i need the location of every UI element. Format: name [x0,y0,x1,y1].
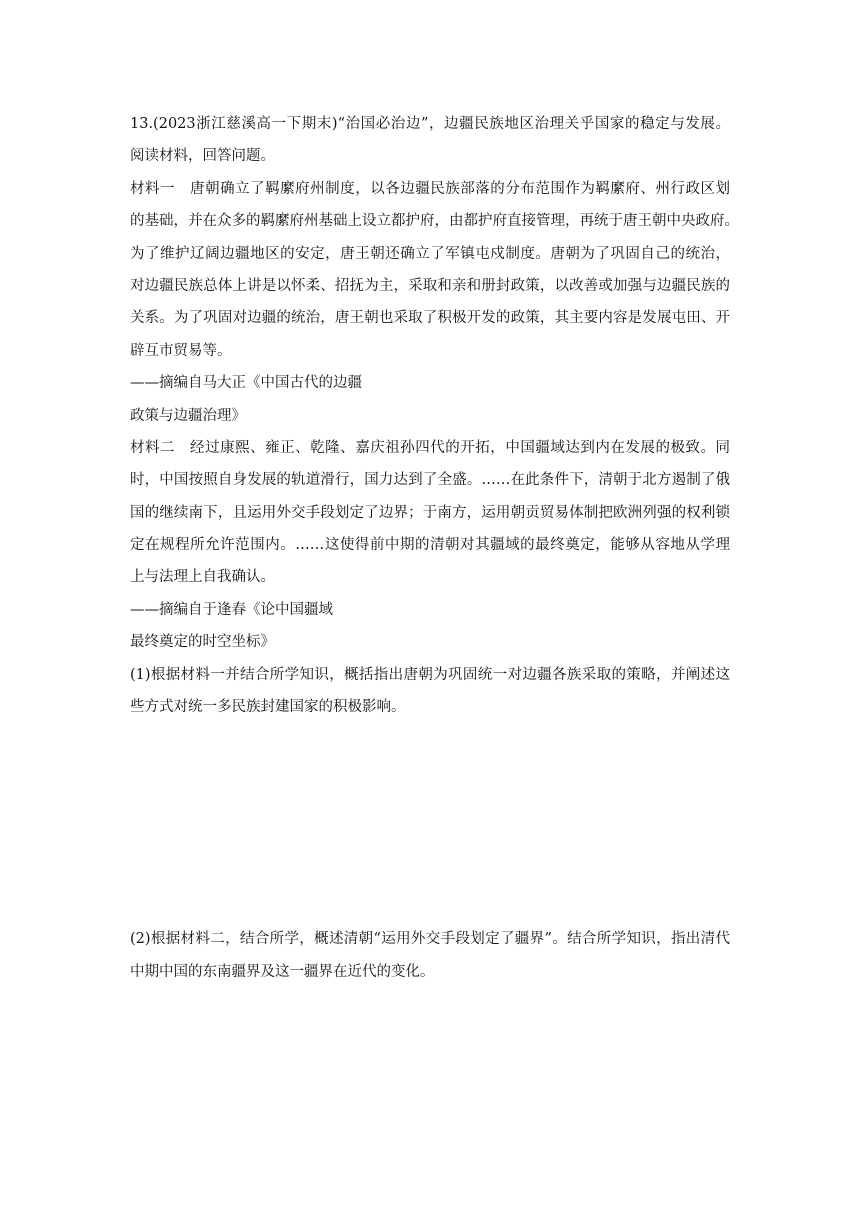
sub-question-1-line: (1)根据材料一并结合所学知识，概括指出唐朝为巩固统一对边疆各族采取的策略，并阐述这 [130,666,730,683]
material-one-line: 的基础，并在众多的羁縻府州基础上设立都护府，由都护府直接管理，再统于唐王朝中央政府。 [130,213,739,230]
material-one [130,173,739,432]
material-two-source: ——摘编自于逢春《论中国疆域 [130,601,333,618]
material-one-line: 对边疆民族总体上讲是以怀柔、招抚为主，采取和亲和册封政策，以改善或加强与边疆民族的 [130,277,730,294]
answer-space [130,723,730,923]
material-two [130,432,730,659]
document-page [130,108,739,988]
sub-question-2 [130,923,730,988]
sub-question-2-line: 中期中国的东南疆界及这一疆界在近代的变化。 [130,963,435,980]
sub-question-1 [130,659,730,724]
material-two-source: 最终奠定的时空坐标》 [130,634,275,651]
material-two-line: 材料二 经过康熙、雍正、乾隆、嘉庆祖孙四代的开拓，中国疆域达到内在发展的极致。同 [130,439,730,456]
material-two-line: 上与法理上自我确认。 [130,569,275,586]
material-two-line: 国的继续南下，且运用外交手段划定了边界；于南方，运用朝贡贸易体制把欧洲列强的权利锁 [130,504,730,521]
question-stem-line: 阅读材料，回答问题。 [130,148,275,165]
material-one-line: 关系。为了巩固对边疆的统治，唐王朝也采取了积极开发的政策，其主要内容是发展屯田、开 [130,310,730,327]
material-one-source: ——摘编自马大正《中国古代的边疆 [130,375,362,392]
material-one-line: 材料一 唐朝确立了羁縻府州制度，以各边疆民族部落的分布范围作为羁縻府、州行政区划 [130,180,730,197]
sub-question-2-line: (2)根据材料二，结合所学，概述清朝“运用外交手段划定了疆界”。结合所学知识，指出清代 [130,931,730,948]
material-two-line: 定在规程所允许范围内。……这使得前中期的清朝对其疆域的最终奠定，能够从容地从学理 [130,537,730,554]
sub-question-1-line: 些方式对统一多民族封建国家的积极影响。 [130,699,406,716]
material-two-line: 时，中国按照自身发展的轨道滑行，国力达到了全盛。……在此条件下，清朝于北方遏制了俄 [130,472,730,489]
question-stem-line: 13.(2023浙江慈溪高一下期末)“治国必治边”，边疆民族地区治理关乎国家的稳定与发展。 [130,116,730,132]
material-one-line: 辟互市贸易等。 [130,342,232,359]
material-one-source: 政策与边疆治理》 [130,407,246,424]
question-stem [130,108,730,173]
material-one-line: 为了维护辽阔边疆地区的安定，唐王朝还确立了军镇屯戍制度。唐朝为了巩固自己的统治， [130,245,730,262]
